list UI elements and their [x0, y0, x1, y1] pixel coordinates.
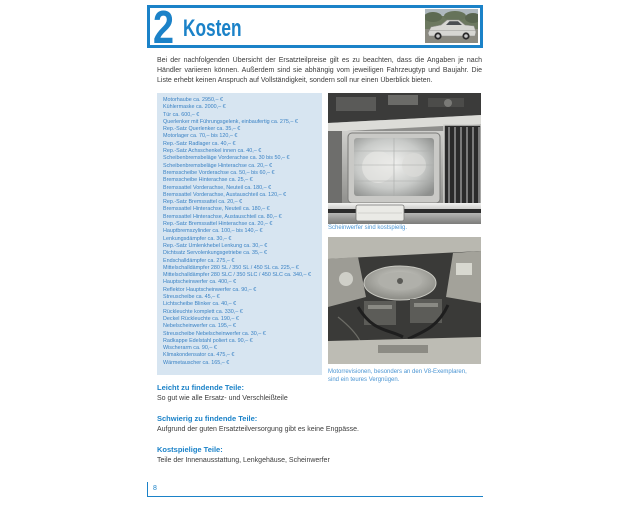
price-list-item: Bremssattel Hinterachse, Neuteil ca. 180,– €: [163, 206, 270, 213]
section-heading: Leicht zu findende Teile:: [157, 383, 244, 392]
price-list-item: Rep.-Satz Umlenkhebel Lenkung ca. 30,– €: [163, 242, 268, 249]
section-text: So gut wie alle Ersatz- und Verschleißteile: [157, 395, 288, 402]
price-list-item: Rep.-Satz Radlager ca. 40,– €: [163, 140, 236, 147]
price-list-item: Endschalldämpfer ca. 275,– €: [163, 257, 235, 264]
radiator-grille: [444, 125, 481, 205]
headlight-photo-caption: [328, 225, 483, 233]
price-list-item: Hauptbremszylinder ca. 100,– bis 140,– €: [163, 228, 263, 235]
price-list-item: Mittelschalldämpfer 280 SL / 350 SL / 450 SL ca. 225,– €: [163, 264, 299, 271]
price-list-item: Scheibenbremsbeläge Hinterachse ca. 20,– €: [163, 162, 273, 169]
price-list-item: Bremsscheibe Vorderachse ca. 50,– bis 60,– €: [163, 169, 275, 176]
section-text: Aufgrund der guten Ersatzteilversorgung gibt es keine Engpässe.: [157, 426, 359, 433]
engine-bay-photo-caption: [328, 369, 483, 384]
price-list: [163, 97, 316, 367]
section-heading: Kostspielige Teile:: [157, 445, 223, 454]
price-list-item: Rep.-Satz Bremssattel Hinterachse ca. 20,– €: [163, 221, 273, 228]
intro-paragraph: [157, 56, 482, 86]
price-list-item: Radkappe Edelstahl poliert ca. 90,– €: [163, 337, 253, 344]
price-list-box: [157, 93, 322, 375]
section-text: Teile der Innenausstattung, Lenkgehäuse, Scheinwerfer: [157, 457, 330, 464]
chapter-title: Kosten: [183, 15, 242, 42]
price-list-item: Scheibenbremsbeläge Vorderachse ca. 30 bis 50,– €: [163, 155, 290, 162]
price-list-item: Tür ca. 600,– €: [163, 111, 200, 118]
engine-bay-photo: [328, 237, 481, 364]
price-list-item: Hauptscheinwerfer ca. 400,– €: [163, 279, 237, 286]
price-list-item: Bremssattel Hinterachse, Austauschteil ca. 80,– €: [163, 213, 282, 220]
chapter-header: [147, 1, 483, 53]
price-list-item: Bremsscheibe Hinterachse ca. 25,– €: [163, 177, 253, 184]
price-list-item: Kühlermaske ca. 2000,– €: [163, 104, 226, 111]
price-list-item: Bremssattel Vorderachse, Neuteil ca. 180,– €: [163, 184, 272, 191]
air-cleaner: [364, 266, 436, 300]
price-list-item: Lichtscheibe Blinker ca. 40,– €: [163, 301, 237, 308]
headlight-photo: [328, 93, 481, 224]
intro-line: Bei der nachfolgenden Übersicht der Ersatzteilpreise gilt es zu beachten, dass die Angaben je nach: [157, 57, 482, 64]
price-list-item: Mittelschalldämpfer 280 SLC / 350 SLC / 450 SLC ca. 340,– €: [163, 272, 312, 279]
intro-line: Händler variieren können. Außerdem sind sie abhängig vom jeweiligen Fahrzeugtyp und Baujahr. Die: [157, 67, 482, 74]
price-list-item: Rep.-Satz Achsschenkel innen ca. 40,– €: [163, 148, 262, 155]
price-list-item: Streuscheibe Nebelscheinwerfer ca. 30,– €: [163, 330, 266, 337]
caption-line: Scheinwerfer sind kostspielig.: [328, 225, 408, 231]
caption-line: Motorrevisionen, besonders an den V8-Exemplaren,: [328, 369, 467, 375]
fog-lamp: [356, 205, 404, 221]
intro-line: Liste erhebt keinen Anspruch auf Vollständigkeit, sondern soll nur einen Überblick bieten.: [157, 77, 433, 84]
price-list-item: Querlenker mit Führungsgelenk, einbaufertig ca. 275,– €: [163, 118, 298, 125]
price-list-item: Wischerarm ca. 90,– €: [163, 345, 217, 352]
price-list-item: Reflektor Hauptscheinwerfer ca. 90,– €: [163, 286, 257, 293]
header-car-photo: [425, 9, 478, 43]
chapter-number: 2: [153, 1, 174, 53]
page-number: 8: [153, 485, 157, 492]
price-list-item: Lenkungsdämpfer ca. 30,– €: [163, 235, 232, 242]
price-list-item: Klimakondensator ca. 475,– €: [163, 352, 235, 359]
price-list-item: Nebelscheinwerfer ca. 195,– €: [163, 323, 236, 330]
headlight: [348, 133, 440, 203]
price-list-item: Motorlager ca. 70,– bis 120,– €: [163, 133, 238, 140]
price-list-item: Rep.-Satz Querlenker ca. 35,– €: [163, 126, 241, 133]
price-list-item: Deckel Rückleuchte ca. 190,– €: [163, 315, 239, 322]
price-list-item: Rep.-Satz Bremssattel ca. 20,– €: [163, 199, 243, 206]
price-list-item: Streuscheibe ca. 45,– €: [163, 294, 220, 301]
price-list-item: Motorhaube ca. 2950,– €: [163, 97, 223, 103]
price-list-item: Rückleuchte komplett ca. 330,– €: [163, 308, 243, 315]
price-list-item: Wärmetauscher ca. 165,– €: [163, 359, 230, 366]
bumper: [328, 203, 481, 224]
section-heading: Schwierig zu findende Teile:: [157, 414, 258, 423]
price-list-item: Bremssattel Vorderachse, Austauschteil ca. 120,– €: [163, 191, 287, 198]
price-list-item: Dichtsatz Servolenkungsgetriebe ca. 35,– €: [163, 250, 267, 257]
page-footer: [147, 482, 483, 497]
caption-line: sind ein teures Vergnügen.: [328, 376, 400, 383]
